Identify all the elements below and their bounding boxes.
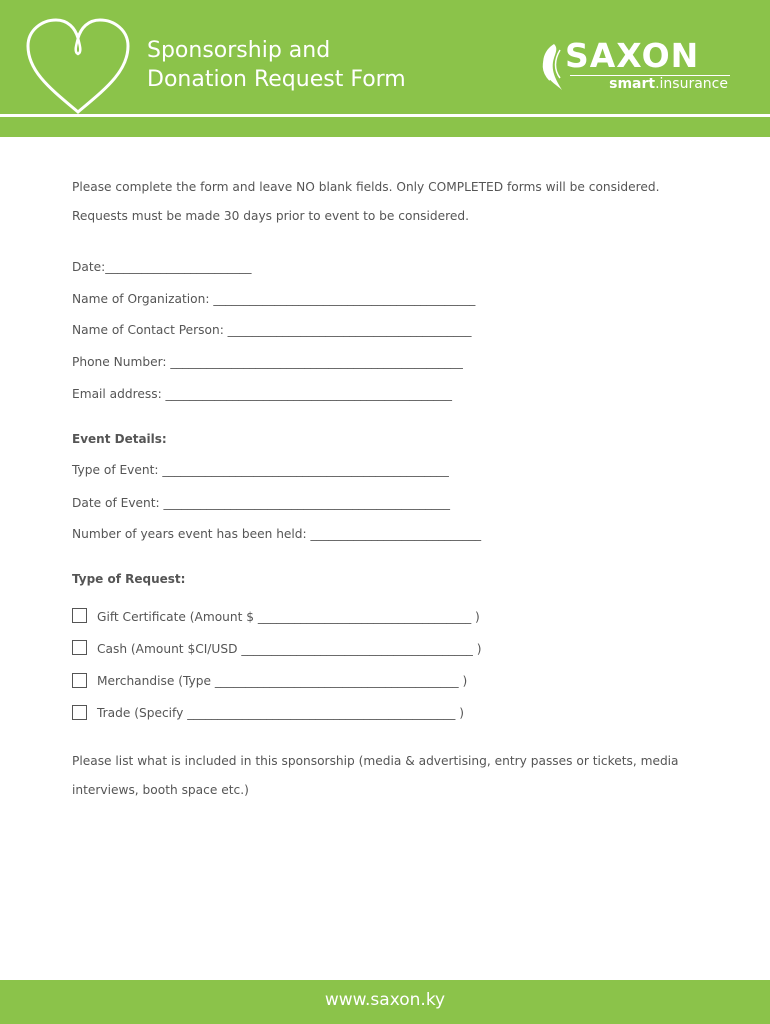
page-title (147, 36, 406, 94)
event-type-field[interactable]: Type of Event: _______________________________________________ (72, 463, 449, 477)
header-divider (0, 114, 770, 117)
date-field[interactable]: Date:________________________ (72, 260, 252, 274)
logo-name: SAXON (565, 36, 700, 75)
trade-checkbox[interactable] (72, 705, 87, 720)
gift-certificate-label[interactable]: Gift Certificate (Amount $ ___________________________________ ) (97, 610, 480, 624)
flame-icon (536, 40, 568, 92)
intro-line-1: Please complete the form and leave NO blank fields. Only COMPLETED forms will be considered. (72, 180, 660, 194)
header-banner (0, 0, 770, 137)
logo-tagline-rest: .insurance (655, 76, 728, 92)
phone-field[interactable]: Phone Number: ________________________________________________ (72, 355, 463, 369)
heart-icon (22, 16, 134, 116)
cash-label[interactable]: Cash (Amount $CI/USD ______________________________________ ) (97, 642, 482, 656)
title-line-2: Donation Request Form (147, 67, 406, 92)
email-field[interactable]: Email address: _______________________________________________ (72, 387, 452, 401)
contact-person-field[interactable]: Name of Contact Person: ________________________________________ (72, 323, 472, 337)
event-details-heading: Event Details: (72, 432, 167, 446)
cash-checkbox[interactable] (72, 640, 87, 655)
event-years-field[interactable]: Number of years event has been held: ____________________________ (72, 527, 482, 541)
intro-line-2: Requests must be made 30 days prior to event to be considered. (72, 209, 469, 223)
title-line-1: Sponsorship and (147, 38, 331, 63)
saxon-logo (536, 38, 732, 98)
trade-label[interactable]: Trade (Specify ____________________________________________ ) (97, 706, 464, 720)
logo-tagline (609, 76, 728, 92)
gift-certificate-checkbox[interactable] (72, 608, 87, 623)
sponsorship-details-text: Please list what is included in this sponsorship (media & advertising, entry passes or tickets, media interviews, booth space etc.) (72, 754, 679, 797)
request-type-heading: Type of Request: (72, 572, 186, 586)
logo-tagline-bold: smart (609, 76, 656, 92)
merchandise-label[interactable]: Merchandise (Type ________________________________________ ) (97, 674, 468, 688)
merchandise-checkbox[interactable] (72, 673, 87, 688)
organization-field[interactable]: Name of Organization: ___________________________________________ (72, 292, 476, 306)
website-link[interactable]: www.saxon.ky (324, 990, 446, 1010)
footer-banner (0, 980, 770, 1024)
event-date-field[interactable]: Date of Event: _______________________________________________ (72, 496, 450, 510)
